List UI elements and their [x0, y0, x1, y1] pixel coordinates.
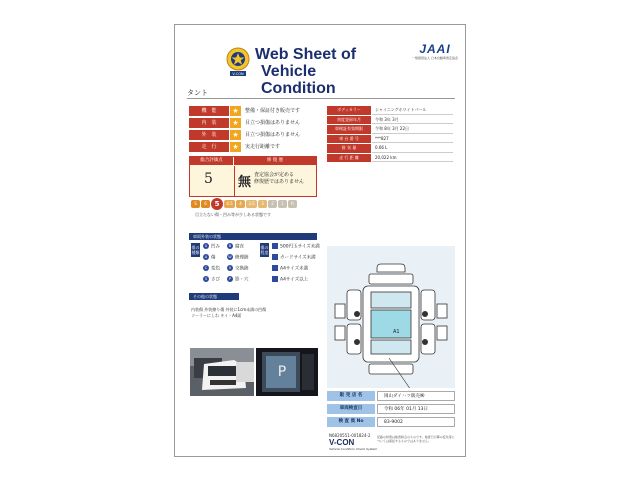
info-key: 排 気 量 — [327, 144, 371, 153]
scale-item: S — [191, 200, 200, 208]
meter-image — [256, 348, 318, 396]
star-icon: ★ — [230, 130, 241, 140]
legend-text: カードサイズ未満 — [280, 255, 316, 261]
scale-item: 6 — [201, 200, 210, 208]
legend-square — [272, 243, 278, 249]
history-line2: 修復歴ではありません — [254, 179, 305, 185]
sheet-id: N6820551-001824-2 — [329, 433, 371, 438]
star-icon: ★ — [230, 142, 241, 152]
info-value: ***827 — [372, 135, 453, 144]
info-row — [327, 125, 453, 134]
history-line1: 査定協会が定める — [254, 172, 295, 178]
dealer-row — [327, 391, 455, 401]
info-key: 車検証有効期限 — [327, 125, 371, 134]
info-row — [327, 144, 453, 153]
legend-text: さび — [211, 277, 220, 283]
scale-item: 3 — [258, 200, 267, 208]
legend-item — [203, 243, 220, 251]
info-value: 令和 3年 3月 — [372, 116, 453, 125]
scale-note: 目立たない傷・凹み等が少しある状態です — [195, 212, 271, 217]
vcon-logo-icon — [225, 47, 251, 79]
legend-mark: A — [204, 255, 208, 259]
legend-text: 変色 — [211, 266, 220, 272]
legend-item — [203, 265, 220, 273]
legend-item — [227, 243, 244, 251]
info-value: 20,022 km — [372, 154, 453, 163]
other-line2: ソーラーにしわ キイ・A4面 — [191, 313, 242, 318]
evaluation-label: 内 装 — [189, 118, 229, 128]
score-header: 総合評価点 — [190, 157, 233, 165]
evaluation-row — [189, 130, 317, 140]
score-divider — [234, 166, 235, 197]
info-row — [327, 135, 453, 144]
info-row — [327, 116, 453, 125]
legend-mark: S — [204, 277, 208, 281]
legend-text: 500円玉サイズ未満 — [280, 244, 320, 250]
footer-brand: V-CON — [329, 438, 355, 447]
history-mark: 無 — [238, 175, 252, 190]
scale-item: 1 — [278, 200, 287, 208]
jaai-logo — [410, 42, 460, 60]
jaai-logo-text: JAAI — [419, 42, 451, 56]
info-key: ボディカラー — [327, 106, 371, 115]
info-row — [327, 154, 453, 163]
vehicle-photo-meter — [256, 348, 318, 396]
legend-text: 修理跡 — [235, 255, 249, 261]
legend-mark: P — [228, 277, 232, 281]
divider — [187, 98, 455, 99]
legend-mark: W — [228, 255, 232, 259]
evaluation-row — [189, 142, 317, 152]
legend-text: 凹み — [211, 244, 220, 250]
legend-square — [272, 254, 278, 260]
legend-type-tag: 傷の種類 — [191, 245, 200, 255]
history-text — [254, 172, 304, 186]
history-header: 修 復 歴 — [234, 157, 316, 165]
scale-item-active: 5 — [211, 198, 223, 210]
legend-item — [203, 276, 220, 284]
footer-system: Vehicle Condition Check System — [329, 447, 378, 451]
car-diagram-image — [327, 246, 455, 388]
logo-text: V-CON — [232, 72, 244, 76]
evaluation-label: 機 能 — [189, 106, 229, 116]
legend-item — [227, 276, 249, 284]
car-front-image — [190, 348, 254, 396]
legend-text: A4サイズ未満 — [280, 266, 309, 272]
info-value: 0.66 L — [372, 144, 453, 153]
legend-title: 車両外装の状態 — [189, 233, 317, 240]
legend-mark: X — [228, 266, 232, 270]
legend-mark: U — [204, 244, 208, 248]
legend-text: 交換跡 — [235, 266, 249, 272]
scale-item: 3.5 — [246, 200, 257, 208]
dealer-key: 車両検査日 — [327, 404, 375, 414]
dealer-row — [327, 417, 455, 427]
legend-mark: B — [228, 244, 232, 248]
legend-item — [203, 254, 216, 262]
info-row — [327, 106, 453, 115]
legend-item — [272, 265, 308, 273]
legend-degree-tag: 傷の程度 — [260, 245, 269, 255]
evaluation-label: 走 行 — [189, 142, 229, 152]
other-title: その他の状態 — [189, 293, 239, 300]
legend-text: 傷 — [211, 255, 216, 261]
title-line2: Vehicle Condition — [261, 63, 336, 97]
evaluation-text: 実走行距離です — [245, 144, 281, 150]
dealer-value: 83-9002 — [377, 417, 455, 427]
vehicle-photo-front — [190, 348, 254, 396]
damage-diagram — [327, 246, 455, 388]
svg-text:P: P — [277, 364, 287, 380]
dealer-key: 販 売 店 名 — [327, 391, 375, 401]
legend-mark: C — [204, 266, 208, 270]
sheet-title — [255, 46, 395, 97]
footer-note: 記載の結果は検査時点のものです。検査日以降の変化等については保証するものではありません。 — [377, 435, 455, 443]
legend-text: 腐食 — [235, 244, 244, 250]
diagram-label-a1: A1 — [393, 329, 400, 335]
legend-text: A4サイズ以上 — [280, 277, 309, 283]
dealer-key: 検 査 員 No — [327, 417, 375, 427]
evaluation-text: 目立つ損傷はありません — [245, 132, 301, 138]
score-value: 5 — [204, 171, 213, 187]
info-key: 走 行 距 離 — [327, 154, 371, 163]
vehicle-condition-sheet — [174, 24, 466, 457]
info-key: 車 台 番 号 — [327, 135, 371, 144]
info-value: シャイニングホワイトパール — [372, 106, 453, 115]
evaluation-row — [189, 118, 317, 128]
legend-item — [272, 243, 320, 251]
other-text — [191, 307, 266, 319]
scale-item: 4.5 — [224, 200, 235, 208]
legend-item — [227, 265, 249, 273]
evaluation-text: 整備・保証付き販売です — [245, 108, 301, 114]
legend-item — [272, 254, 316, 262]
evaluation-text: 目立つ損傷はありません — [245, 120, 301, 126]
score-box — [189, 156, 317, 197]
star-icon: ★ — [230, 118, 241, 128]
legend-square — [272, 276, 278, 282]
scale-item: 4 — [236, 200, 245, 208]
legend-square — [272, 265, 278, 271]
info-key: 初度登録年月 — [327, 116, 371, 125]
evaluation-row — [189, 106, 317, 116]
info-value: 令和 8年 3月 22日 — [372, 125, 453, 134]
legend-item — [272, 276, 308, 284]
title-line1: Web Sheet of — [255, 46, 357, 63]
legend-item — [227, 254, 249, 262]
star-icon: ★ — [230, 106, 241, 116]
other-line1: 内装傷 外装擦り傷 外装に1cm未満の凹傷 — [191, 307, 267, 312]
evaluation-label: 外 装 — [189, 130, 229, 140]
dealer-value: 令和 06年 01月 13日 — [377, 404, 455, 414]
scale-item: R — [288, 200, 297, 208]
vehicle-name: タント — [187, 89, 208, 97]
dealer-value: 岡山ダイハツ販売㈱ — [377, 391, 455, 401]
scale-item: 2 — [268, 200, 277, 208]
jaai-subtext: 一般財団法人 日本自動車査定協会 — [412, 56, 458, 60]
dealer-row — [327, 404, 455, 414]
legend-text: 影・穴 — [235, 277, 249, 283]
